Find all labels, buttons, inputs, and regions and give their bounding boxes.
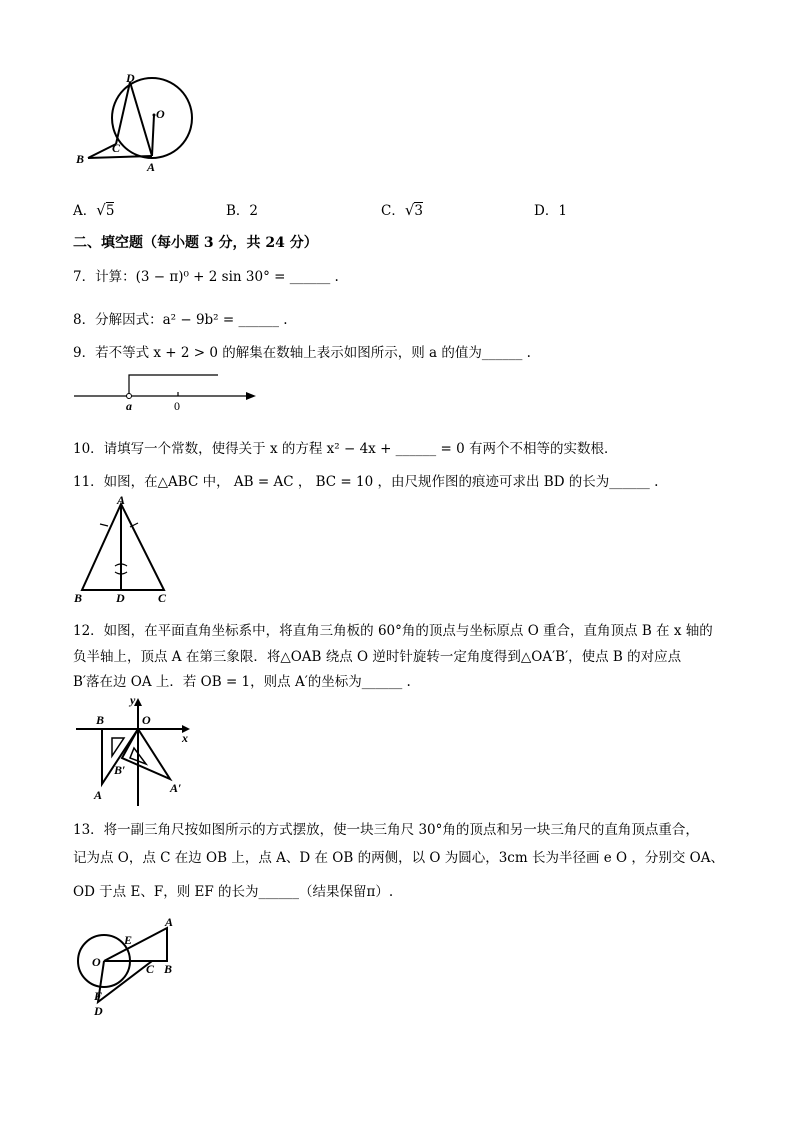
q9-text: 9．若不等式 x + 2 > 0 的解集在数轴上表示如图所示，则 a 的值为______ .	[73, 345, 531, 361]
q9-open-point	[127, 394, 132, 399]
q9-label-zero: 0	[174, 399, 180, 413]
q13-label-f: F	[94, 989, 103, 1003]
q12-label-x: x	[182, 731, 188, 745]
q6-label-o: O	[156, 107, 165, 121]
q6-circle-figure	[70, 70, 200, 180]
q11-label-d: D	[116, 591, 125, 605]
q7-text: 7．计算：(3 − π)⁰ + 2 sin 30° = ______ .	[73, 269, 339, 285]
q6-label-d: D	[126, 71, 135, 85]
q9-label-a: a	[126, 399, 132, 413]
q11-label-c: C	[158, 591, 167, 605]
q12-label-a-prime: A′	[170, 781, 182, 795]
q10-text: 10．请填写一个常数，使得关于 x 的方程 x² − 4x + ______ = 0 有两个不相等的实数根．	[73, 441, 618, 457]
q13-line3: OD 于点 E、F，则 EF 的长为______（结果保留π）.	[73, 884, 394, 900]
q12-label-b: B	[96, 713, 105, 727]
q13-label-a: A	[165, 915, 174, 929]
q11-text: 11．如图，在△ABC 中， AB = AC ， BC = 10 ，由尺规作图的痕迹可求出 BD 的长为______ .	[73, 474, 659, 490]
q6-option-c: C．√3	[381, 201, 423, 219]
q12-line1: 12．如图，在平面直角坐标系中，将直角三角板的 60°角的顶点与坐标原点 O 重合，直角顶点 B 在 x 轴的	[73, 623, 713, 639]
q6-option-b: B．2	[226, 203, 259, 219]
q9-number-line	[72, 370, 262, 415]
q6-option-a: A．√5	[73, 201, 115, 219]
q12-line3: B′落在边 OA 上．若 OB = 1，则点 A′的坐标为______ .	[73, 674, 411, 690]
q6-label-c: C	[112, 141, 121, 155]
q12-label-a: A	[94, 788, 103, 802]
q12-label-o: O	[142, 713, 151, 727]
q6-label-b: B	[76, 152, 85, 166]
q13-label-e: E	[124, 933, 133, 947]
q13-label-b: B	[164, 962, 173, 976]
q13-label-d: D	[94, 1004, 103, 1018]
q13-figure	[72, 914, 187, 1022]
q6-label-a: A	[147, 160, 156, 174]
q11-triangle-figure	[70, 494, 180, 606]
q13-label-c: C	[146, 962, 155, 976]
q13-line2: 记为点 O，点 C 在边 OB 上，点 A、D 在 OB 的两侧，以 O 为圆心，3cm 长为半径画 e O ，分别交 OA、	[73, 850, 724, 866]
q12-label-b-prime: B′	[114, 763, 126, 777]
q11-label-b: B	[74, 591, 83, 605]
q6-option-d: D．1	[534, 203, 567, 219]
q11-label-a: A	[117, 494, 126, 507]
section-heading: 二、填空题（每小题 3 分，共 24 分）	[73, 235, 318, 251]
q12-coordinate-figure	[72, 694, 202, 806]
q12-label-y: y	[130, 694, 136, 707]
q13-label-o: O	[92, 955, 101, 969]
q8-text: 8．分解因式：a² − 9b² = ______ .	[73, 312, 288, 328]
q12-line2: 负半轴上，顶点 A 在第三象限．将△OAB 绕点 O 逆时针旋转一定角度得到△OA′B′，使点 B 的对应点	[73, 649, 682, 665]
q13-line1: 13．将一副三角尺按如图所示的方式摆放，使一块三角尺 30°角的顶点和另一块三角尺的直角顶点重合，	[73, 822, 699, 838]
